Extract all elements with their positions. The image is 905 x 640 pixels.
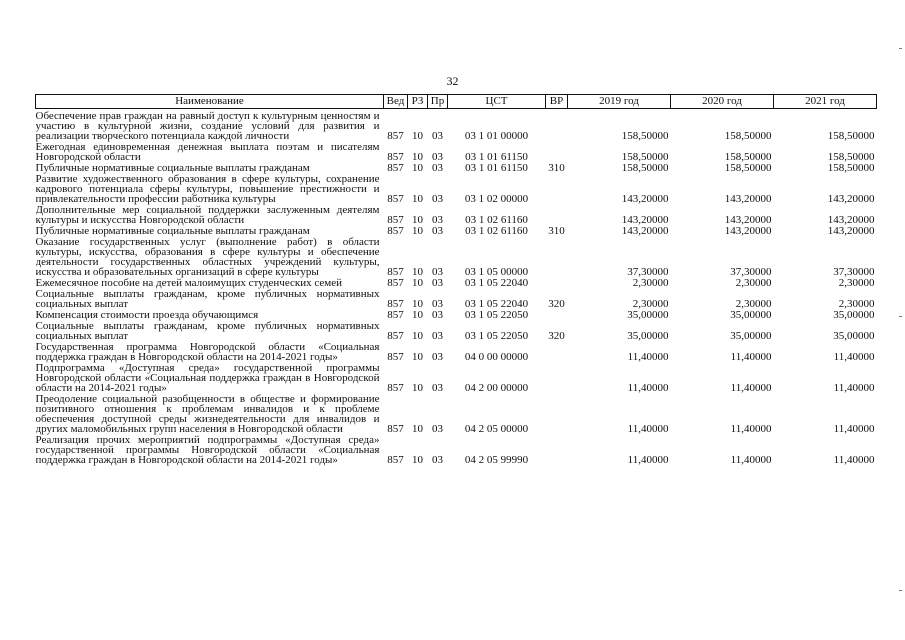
table-row bbox=[36, 289, 877, 310]
row-amount-2020: 143,20000 bbox=[724, 193, 772, 205]
row-amount-2020: 2,30000 bbox=[735, 277, 772, 289]
row-amount-2021: 35,00000 bbox=[833, 330, 875, 342]
row-amount-2021: 158,50000 bbox=[827, 162, 875, 174]
row-name: Подпрограмма «Доступная среда» государственной программы Новгородской области «Социальная поддержка граждан в Новгородской области на 2014-2021 годы» bbox=[35, 363, 380, 394]
row-cst: 04 2 05 00000 bbox=[464, 423, 529, 435]
row-pr: 03 bbox=[432, 423, 443, 435]
row-amount-2019: 158,50000 bbox=[621, 130, 669, 142]
row-amount-2019: 37,30000 bbox=[627, 266, 669, 278]
row-ved: 857 bbox=[387, 162, 404, 174]
row-rz: 10 bbox=[412, 225, 423, 237]
row-vr bbox=[546, 205, 568, 226]
row-amount-2020: 143,20000 bbox=[724, 214, 772, 226]
table-row bbox=[36, 310, 877, 321]
table-row bbox=[36, 109, 877, 143]
row-ved: 857 bbox=[387, 193, 404, 205]
row-pr: 03 bbox=[432, 151, 443, 163]
header-name: Наименование bbox=[36, 95, 384, 109]
table-row bbox=[36, 363, 877, 394]
row-ved: 857 bbox=[387, 266, 404, 278]
row-amount-2020: 11,40000 bbox=[730, 382, 772, 394]
row-amount-2021: 143,20000 bbox=[827, 193, 875, 205]
row-cst: 03 1 01 61150 bbox=[465, 162, 528, 174]
row-pr: 03 bbox=[432, 454, 443, 466]
row-vr: 310 bbox=[548, 162, 565, 174]
row-amount-2021: 2,30000 bbox=[838, 277, 875, 289]
row-cst: 04 0 00 00000 bbox=[464, 351, 529, 363]
row-name: Государственная программа Новгородской области «Социальная поддержка граждан в Новгородской области на 2014-2021 годы» bbox=[35, 342, 380, 363]
row-vr bbox=[546, 174, 568, 205]
table-row bbox=[36, 142, 877, 163]
row-ved: 857 bbox=[387, 130, 404, 142]
row-rz: 10 bbox=[412, 423, 423, 435]
row-amount-2019: 2,30000 bbox=[632, 298, 669, 310]
row-amount-2019: 158,50000 bbox=[621, 151, 669, 163]
table-row bbox=[36, 174, 877, 205]
row-pr: 03 bbox=[432, 225, 443, 237]
budget-table bbox=[35, 94, 877, 466]
row-vr bbox=[546, 310, 568, 321]
row-cst: 03 1 02 61160 bbox=[465, 225, 528, 237]
row-rz: 10 bbox=[412, 130, 423, 142]
row-ved: 857 bbox=[387, 298, 404, 310]
row-rz: 10 bbox=[412, 277, 423, 289]
page-number: 32 bbox=[446, 74, 459, 88]
table-row bbox=[36, 394, 877, 435]
header-2019: 2019 год bbox=[568, 95, 671, 109]
row-vr bbox=[546, 278, 568, 289]
table-row bbox=[36, 205, 877, 226]
row-amount-2020: 37,30000 bbox=[730, 266, 772, 278]
row-name: Дополнительные мер социальной поддержки заслуженным деятелям культуры и искусства Новгородской области bbox=[35, 205, 380, 226]
row-amount-2021: 11,40000 bbox=[833, 382, 875, 394]
row-amount-2019: 35,00000 bbox=[627, 309, 669, 321]
table-row bbox=[36, 321, 877, 342]
row-amount-2020: 158,50000 bbox=[724, 151, 772, 163]
row-vr bbox=[546, 435, 568, 466]
row-amount-2021: 143,20000 bbox=[827, 225, 875, 237]
row-amount-2021: 143,20000 bbox=[827, 214, 875, 226]
row-amount-2020: 11,40000 bbox=[730, 423, 772, 435]
row-vr bbox=[546, 342, 568, 363]
header-ved: Вед bbox=[384, 95, 408, 109]
edge-mark bbox=[899, 316, 902, 317]
row-name: Компенсация стоимости проезда обучающимся bbox=[35, 310, 259, 321]
row-cst: 03 1 01 00000 bbox=[464, 130, 529, 142]
row-cst: 04 2 00 00000 bbox=[464, 382, 529, 394]
row-rz: 10 bbox=[412, 382, 423, 394]
table-row bbox=[36, 226, 877, 237]
row-amount-2020: 158,50000 bbox=[724, 162, 772, 174]
row-cst: 03 1 05 22050 bbox=[464, 330, 529, 342]
edge-mark bbox=[899, 48, 902, 49]
row-amount-2020: 2,30000 bbox=[735, 298, 772, 310]
header-2020: 2020 год bbox=[671, 95, 774, 109]
row-vr bbox=[546, 363, 568, 394]
row-amount-2021: 158,50000 bbox=[827, 151, 875, 163]
table-row bbox=[36, 278, 877, 289]
row-name: Обеспечение прав граждан на равный доступ к культурным ценностям и участию в культурной жизни, создание условий для развития и реализации творческого потенциала каждой личности bbox=[35, 110, 380, 142]
row-amount-2020: 11,40000 bbox=[730, 454, 772, 466]
row-rz: 10 bbox=[412, 298, 423, 310]
row-amount-2020: 35,00000 bbox=[730, 330, 772, 342]
row-pr: 03 bbox=[432, 266, 443, 278]
row-ved: 857 bbox=[387, 423, 404, 435]
row-cst: 03 1 01 61150 bbox=[465, 151, 528, 163]
table-row bbox=[36, 163, 877, 174]
row-vr bbox=[546, 142, 568, 163]
row-vr bbox=[546, 109, 568, 143]
row-ved: 857 bbox=[387, 277, 404, 289]
row-rz: 10 bbox=[412, 151, 423, 163]
row-amount-2019: 35,00000 bbox=[627, 330, 669, 342]
row-amount-2019: 143,20000 bbox=[621, 193, 669, 205]
row-cst: 03 1 05 22040 bbox=[464, 298, 529, 310]
row-vr bbox=[546, 237, 568, 278]
row-cst: 03 1 05 00000 bbox=[464, 266, 529, 278]
table-row bbox=[36, 237, 877, 278]
row-name: Ежемесячное пособие на детей малоимущих студенческих семей bbox=[35, 278, 342, 289]
row-amount-2019: 11,40000 bbox=[627, 382, 669, 394]
row-amount-2020: 143,20000 bbox=[724, 225, 772, 237]
table-body bbox=[36, 109, 877, 467]
row-cst: 03 1 02 00000 bbox=[464, 193, 529, 205]
row-ved: 857 bbox=[387, 382, 404, 394]
row-pr: 03 bbox=[432, 351, 443, 363]
row-pr: 03 bbox=[432, 298, 443, 310]
header-pr: Пр bbox=[428, 95, 448, 109]
header-vr: ВР bbox=[546, 95, 568, 109]
row-amount-2019: 158,50000 bbox=[621, 162, 669, 174]
row-pr: 03 bbox=[432, 162, 443, 174]
row-amount-2019: 11,40000 bbox=[627, 454, 669, 466]
header-2021: 2021 год bbox=[774, 95, 877, 109]
row-ved: 857 bbox=[387, 151, 404, 163]
row-amount-2020: 35,00000 bbox=[730, 309, 772, 321]
row-amount-2021: 2,30000 bbox=[838, 298, 875, 310]
row-rz: 10 bbox=[412, 214, 423, 226]
table-row bbox=[36, 435, 877, 466]
row-amount-2021: 37,30000 bbox=[833, 266, 875, 278]
row-rz: 10 bbox=[412, 193, 423, 205]
row-name: Оказание государственных услуг (выполнение работ) в области культуры, искусства, образования в сфере культуры и обеспечение деятельности государственных областных учреждений культуры, искусства и образовательных организаций в сфере культуры bbox=[35, 237, 380, 278]
row-ved: 857 bbox=[387, 330, 404, 342]
row-vr: 310 bbox=[548, 225, 565, 237]
row-name: Публичные нормативные социальные выплаты гражданам bbox=[35, 163, 310, 174]
row-pr: 03 bbox=[432, 214, 443, 226]
row-pr: 03 bbox=[432, 382, 443, 394]
row-amount-2019: 11,40000 bbox=[627, 351, 669, 363]
table-row bbox=[36, 342, 877, 363]
row-amount-2021: 11,40000 bbox=[833, 454, 875, 466]
row-cst: 03 1 05 22040 bbox=[464, 277, 529, 289]
header-cst: ЦСТ bbox=[448, 95, 546, 109]
row-amount-2019: 11,40000 bbox=[627, 423, 669, 435]
row-ved: 857 bbox=[387, 351, 404, 363]
row-rz: 10 bbox=[412, 162, 423, 174]
row-pr: 03 bbox=[432, 309, 443, 321]
row-pr: 03 bbox=[432, 330, 443, 342]
row-name: Социальные выплаты гражданам, кроме публичных нормативных социальных выплат bbox=[35, 321, 380, 342]
row-amount-2020: 158,50000 bbox=[724, 130, 772, 142]
row-ved: 857 bbox=[387, 454, 404, 466]
row-name: Развитие художественного образования в сфере культуры, сохранение кадрового потенциала сферы культуры, повышение престижности и привлекательности профессии работника культуры bbox=[35, 174, 380, 205]
row-rz: 10 bbox=[412, 266, 423, 278]
row-name: Публичные нормативные социальные выплаты гражданам bbox=[35, 226, 310, 237]
row-amount-2021: 11,40000 bbox=[833, 423, 875, 435]
row-amount-2019: 143,20000 bbox=[621, 225, 669, 237]
row-amount-2020: 11,40000 bbox=[730, 351, 772, 363]
row-amount-2019: 2,30000 bbox=[632, 277, 669, 289]
row-ved: 857 bbox=[387, 309, 404, 321]
row-vr bbox=[546, 394, 568, 435]
edge-mark bbox=[899, 590, 902, 591]
row-cst: 03 1 02 61160 bbox=[465, 214, 528, 226]
row-name: Ежегодная единовременная денежная выплата поэтам и писателям Новгородской области bbox=[35, 142, 380, 163]
header-rz: РЗ bbox=[408, 95, 428, 109]
row-cst: 04 2 05 99990 bbox=[464, 454, 529, 466]
row-amount-2021: 158,50000 bbox=[827, 130, 875, 142]
row-vr: 320 bbox=[548, 330, 565, 342]
row-amount-2019: 143,20000 bbox=[621, 214, 669, 226]
row-rz: 10 bbox=[412, 330, 423, 342]
row-amount-2021: 11,40000 bbox=[833, 351, 875, 363]
row-rz: 10 bbox=[412, 454, 423, 466]
row-name: Реализация прочих мероприятий подпрограммы «Доступная среда» государственной программы Новгородской области «Социальная поддержка граждан в Новгородской области на 2014-2021 годы» bbox=[35, 435, 380, 466]
row-rz: 10 bbox=[412, 351, 423, 363]
row-name: Социальные выплаты гражданам, кроме публичных нормативных социальных выплат bbox=[35, 289, 380, 310]
row-rz: 10 bbox=[412, 309, 423, 321]
row-cst: 03 1 05 22050 bbox=[464, 309, 529, 321]
row-amount-2021: 35,00000 bbox=[833, 309, 875, 321]
row-name: Преодоление социальной разобщенности в обществе и формирование позитивного отношения к проблемам инвалидов и к проблеме обеспечения доступной среды жизнедеятельности для инвалидов и других маломобильных групп населения в Новгородской области bbox=[35, 394, 380, 435]
row-pr: 03 bbox=[432, 193, 443, 205]
row-ved: 857 bbox=[387, 225, 404, 237]
row-pr: 03 bbox=[432, 277, 443, 289]
row-vr: 320 bbox=[548, 298, 565, 310]
table-header-row bbox=[36, 95, 877, 109]
row-pr: 03 bbox=[432, 130, 443, 142]
row-ved: 857 bbox=[387, 214, 404, 226]
